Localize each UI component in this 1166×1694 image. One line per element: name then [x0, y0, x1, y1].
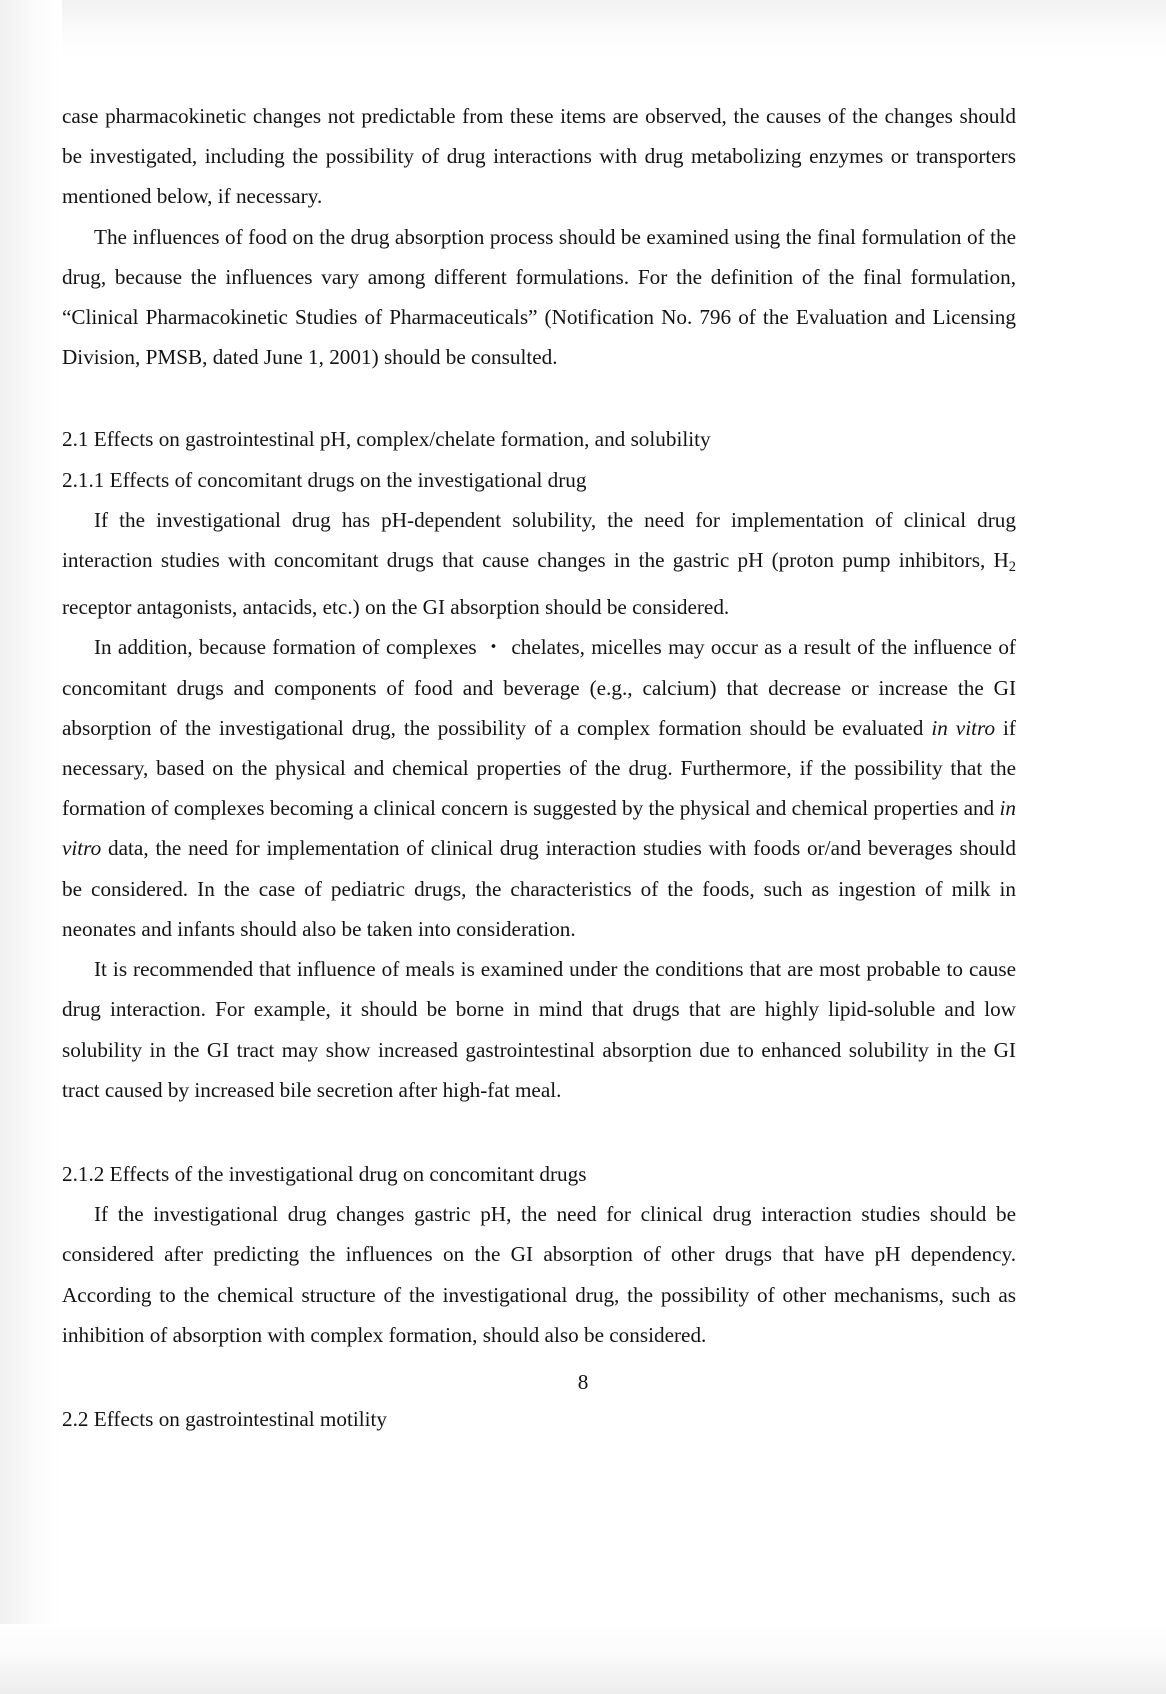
- paragraph-complex-chelate-formation: [62, 627, 1016, 949]
- section-spacer-2: [62, 1110, 1016, 1154]
- document-body: [62, 96, 1016, 1439]
- scan-edge-top: [0, 0, 1166, 58]
- paragraph-complex-text-a: In addition, because formation of complexes ・ chelates, micelles may occur as a result of the influence of concomitant drugs and components of food and beverage (e.g., calcium) that decrease or increase the GI absorption of the investigational drug, the possibility of a complex formation should be evaluated: [62, 635, 1016, 740]
- scan-edge-left: [0, 0, 62, 1694]
- heading-2-1: 2.1 Effects on gastrointestinal pH, complex/chelate formation, and solubility: [62, 427, 711, 452]
- paragraph-ph-dependent-solubility: [62, 500, 1016, 628]
- paragraph-continued-from-previous-page: case pharmacokinetic changes not predictable from these items are observed, the causes of the changes should be investigated, including the possibility of drug interactions with drug metabolizing enzymes or transporters mentioned below, if necessary.: [62, 104, 1016, 209]
- paragraph-ph-dependent-solubility-text-a: If the investigational drug has pH-dependent solubility, the need for implementation of clinical drug interaction studies with concomitant drugs that cause changes in the gastric pH (proton pump inhibitors, H: [62, 507, 1016, 573]
- paragraph-effects-on-concomitant-drugs: If the investigational drug changes gastric pH, the need for clinical drug interaction studies should be considered after predicting the influences on the GI absorption of other drugs that have pH dependency. According to the chemical structure of the investigational drug, the possibility of other mechanisms, such as inhibition of absorption with complex formation, should also be considered.: [62, 1202, 1016, 1347]
- in-vitro-italic-first: in vitro: [931, 715, 996, 740]
- heading-2-1-2: 2.1.2 Effects of the investigational drug on concomitant drugs: [62, 1161, 587, 1186]
- in-vitro-italic-second: in vitro: [62, 796, 1016, 861]
- scan-edge-bottom: [0, 1624, 1166, 1694]
- heading-2-2: 2.2 Effects on gastrointestinal motility: [62, 1406, 388, 1431]
- paragraph-complex-text-b: if necessary, based on the physical and chemical properties of the drug. Furthermore, if the possibility that the formation of complexes becoming a clinical concern is suggested by the physical and chemical properties and: [62, 715, 1016, 821]
- paragraph-meal-influence: It is recommended that influence of meals is examined under the conditions that are most probable to cause drug interaction. For example, it should be borne in mind that drugs that are highly lipid-soluble and low solubility in the GI tract may show increased gastrointestinal absorption due to enhanced solubility in the GI tract caused by increased bile secretion after high-fat meal.: [62, 957, 1016, 1102]
- heading-2-1-1: 2.1.1 Effects of concomitant drugs on the investigational drug: [62, 467, 587, 492]
- paragraph-complex-text-c: data, the need for implementation of clinical drug interaction studies with foods or/and beverages should be considered. In the case of pediatric drugs, the characteristics of the foods, such as ingestion of milk in neonates and infants should also be taken into consideration.: [62, 836, 1016, 941]
- paragraph-ph-dependent-solubility-text-b: receptor antagonists, antacids, etc.) on the GI absorption should be considered.: [62, 595, 730, 620]
- paragraph-food-influences: The influences of food on the drug absorption process should be examined using the final formulation of the drug, because the influences vary among different formulations. For the definition of the final formulation, “Clinical Pharmacokinetic Studies of Pharmaceuticals” (Notification No. 796 of the Evaluation and Licensing Division, PMSB, dated June 1, 2001) should be consulted.: [62, 224, 1016, 370]
- h2-subscript: 2: [1008, 559, 1016, 576]
- section-spacer: [62, 377, 1016, 419]
- page-number: 8: [577, 1370, 589, 1394]
